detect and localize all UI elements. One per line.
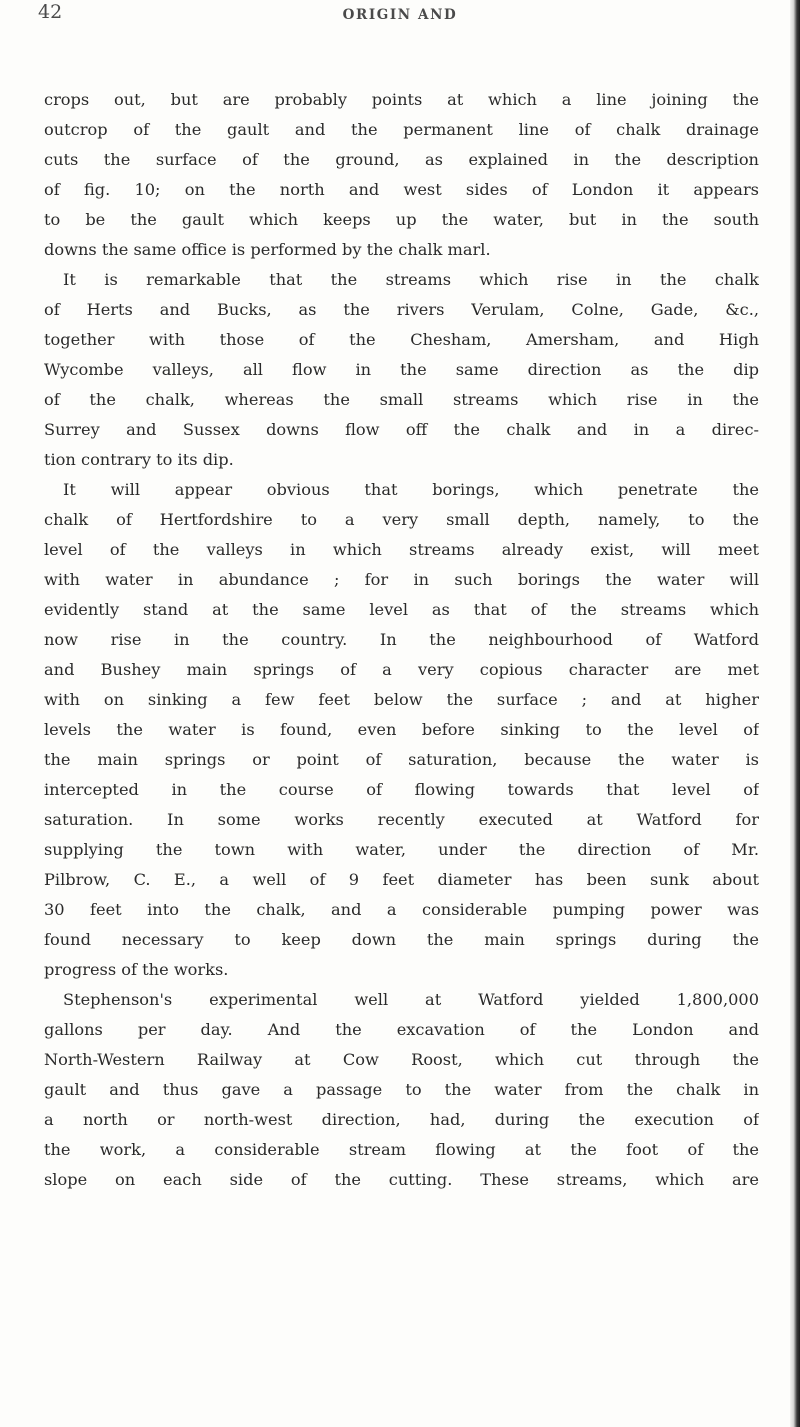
- running-head: ORIGIN AND: [342, 7, 458, 23]
- text-line: levels the water is found, even before sinking to the level of: [44, 720, 759, 739]
- text-line: now rise in the country. In the neighbourhood of Watford: [44, 630, 759, 649]
- text-line: to be the gault which keeps up the water, but in the south: [44, 210, 759, 229]
- text-line: with water in abundance ; for in such borings the water will: [44, 570, 759, 589]
- text-line: the work, a considerable stream flowing at the foot of the: [44, 1140, 759, 1159]
- text-line: Pilbrow, C. E., a well of 9 feet diameter has been sunk about: [44, 870, 759, 889]
- text-line: crops out, but are probably points at which a line joining the: [44, 90, 759, 109]
- text-line: downs the same office is performed by the chalk marl.: [44, 240, 491, 259]
- text-line: gallons per day. And the excavation of the London and: [44, 1020, 759, 1039]
- text-line: of Herts and Bucks, as the rivers Verulam, Colne, Gade, &c.,: [44, 300, 759, 319]
- text-line: slope on each side of the cutting. These streams, which are: [44, 1170, 759, 1189]
- text-line: found necessary to keep down the main springs during the: [44, 930, 759, 949]
- text-line: of fig. 10; on the north and west sides of London it appears: [44, 180, 759, 199]
- text-line: of the chalk, whereas the small streams which rise in the: [44, 390, 759, 409]
- text-line: North-Western Railway at Cow Roost, which cut through the: [44, 1050, 759, 1069]
- text-line: Surrey and Sussex downs flow off the chalk and in a direc-: [44, 420, 759, 439]
- text-line: a north or north-west direction, had, during the execution of: [44, 1110, 759, 1129]
- text-line: with on sinking a few feet below the surface ; and at higher: [44, 690, 759, 709]
- text-line: supplying the town with water, under the direction of Mr.: [44, 840, 759, 859]
- text-line: progress of the works.: [44, 960, 229, 979]
- text-line: tion contrary to its dip.: [44, 450, 234, 469]
- text-line: 30 feet into the chalk, and a considerable pumping power was: [44, 900, 759, 919]
- page-edge-shadow: [790, 0, 800, 1427]
- paragraph-start-line: It is remarkable that the streams which rise in the chalk: [63, 270, 759, 289]
- page-number: 42: [38, 1, 63, 23]
- text-line: chalk of Hertfordshire to a very small depth, namely, to the: [44, 510, 759, 529]
- text-line: level of the valleys in which streams already exist, will meet: [44, 540, 759, 559]
- text-line: saturation. In some works recently executed at Watford for: [44, 810, 759, 829]
- paragraph-start-line: It will appear obvious that borings, which penetrate the: [63, 480, 759, 499]
- text-line: evidently stand at the same level as that of the streams which: [44, 600, 759, 619]
- text-line: the main springs or point of saturation, because the water is: [44, 750, 759, 769]
- text-line: cuts the surface of the ground, as explained in the description: [44, 150, 759, 169]
- text-line: outcrop of the gault and the permanent line of chalk drainage: [44, 120, 759, 139]
- text-line: intercepted in the course of flowing towards that level of: [44, 780, 759, 799]
- paragraph-start-line: Stephenson's experimental well at Watford yielded 1,800,000: [63, 990, 759, 1009]
- text-line: and Bushey main springs of a very copious character are met: [44, 660, 759, 679]
- text-line: gault and thus gave a passage to the water from the chalk in: [44, 1080, 759, 1099]
- text-line: Wycombe valleys, all flow in the same direction as the dip: [44, 360, 759, 379]
- text-line: together with those of the Chesham, Amersham, and High: [44, 330, 759, 349]
